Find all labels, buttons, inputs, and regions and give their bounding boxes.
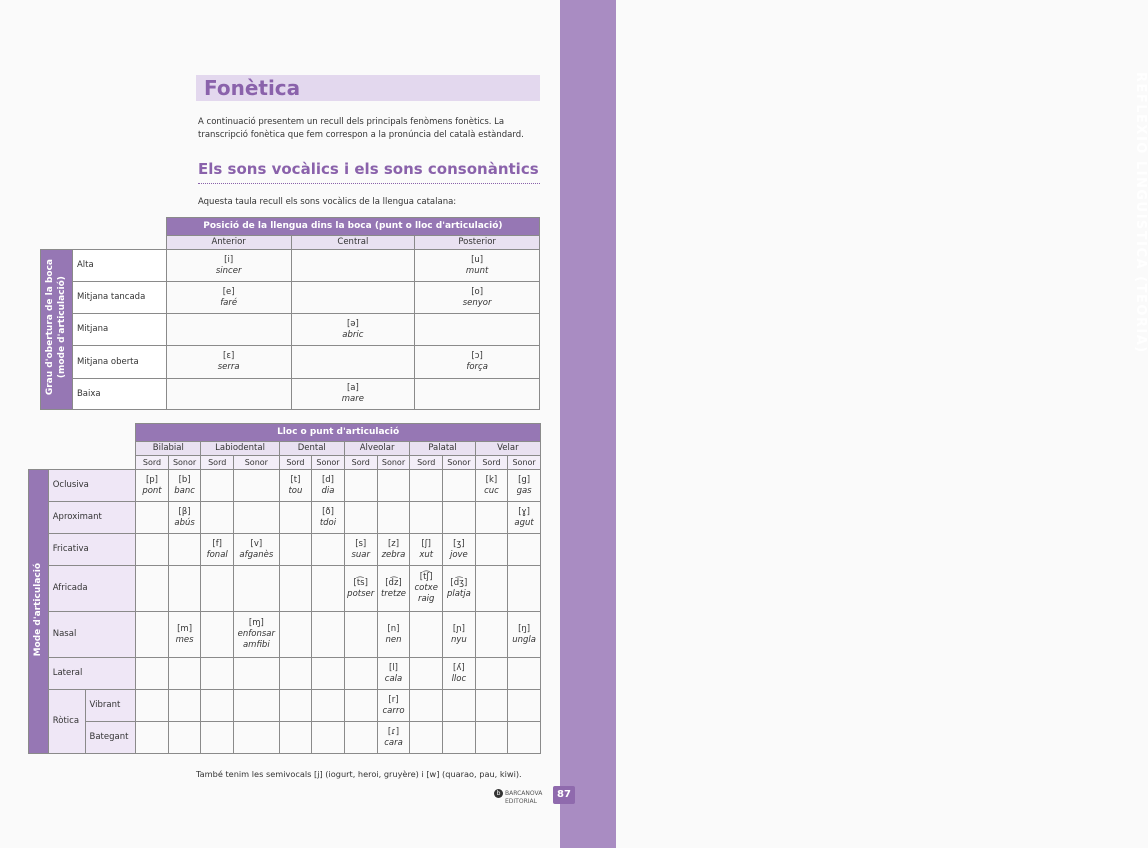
- consonant-cell: [279, 722, 311, 754]
- consonant-cell: [475, 502, 507, 534]
- example-word: cuc: [484, 485, 499, 496]
- consonant-cell: [136, 534, 169, 566]
- example-word: serra: [217, 362, 240, 372]
- example-word: potser: [347, 588, 375, 599]
- phoneme: [ɛ]: [223, 351, 235, 361]
- consonant-cell: [312, 470, 345, 502]
- consonant-row-label: Africada: [48, 566, 136, 612]
- example-word: dia: [321, 485, 335, 496]
- consonant-cell: [377, 566, 410, 612]
- intro-paragraph: A continuació presentem un recull dels principals fenòmens fonètics. La transcripció fonètica que fem correspon a la pronúncia del català estàndard.: [198, 117, 524, 140]
- consonant-cell: [508, 690, 541, 722]
- consonant-cell: [377, 658, 410, 690]
- vowel-row: [41, 314, 540, 346]
- consonant-cell: [344, 566, 377, 612]
- consonant-cell: [410, 722, 443, 754]
- example-word: ungla: [512, 634, 536, 645]
- consonant-cell: [344, 470, 377, 502]
- vowel-cell: [291, 379, 415, 410]
- publisher-logo: [494, 789, 542, 805]
- semivowels-note: També tenim les semivocals [j] (iogurt, heroi, gruyère) i [w] (quarao, pau, kiwi).: [196, 769, 522, 779]
- example-word: sincer: [215, 265, 242, 276]
- voiceless-header: Sord: [279, 456, 311, 470]
- example-word: cala: [384, 673, 403, 684]
- phoneme: [ð]: [322, 506, 334, 517]
- voiceless-header: Sord: [344, 456, 377, 470]
- publisher-subname: EDITORIAL: [505, 798, 537, 805]
- consonant-subrow-label: Bategant: [85, 722, 136, 754]
- consonant-cell: [233, 612, 279, 658]
- consonant-cell: [201, 690, 234, 722]
- page-number: 87: [553, 786, 575, 804]
- vowel-row-label: Alta: [72, 250, 166, 282]
- consonant-cell: [410, 566, 443, 612]
- consonant-row: [29, 612, 541, 658]
- consonant-cell: [279, 658, 311, 690]
- consonant-cell: [312, 722, 345, 754]
- example-word: abús: [174, 517, 195, 528]
- consonant-cell: [443, 722, 476, 754]
- phoneme: [ɱ]: [248, 618, 264, 628]
- phoneme: [d͡ʒ]: [450, 577, 468, 588]
- consonant-cell: [377, 502, 410, 534]
- consonant-row: [29, 470, 541, 502]
- consonant-cell: [344, 690, 377, 722]
- consonant-cell: [443, 612, 476, 658]
- consonant-cell: [233, 566, 279, 612]
- phoneme: [e]: [222, 286, 235, 297]
- vowel-col-header: Anterior: [166, 236, 291, 250]
- consonant-cell: [443, 534, 476, 566]
- example-word: afganès: [239, 549, 274, 560]
- consonant-cell: [344, 658, 377, 690]
- phoneme: [r]: [388, 694, 399, 705]
- phoneme: [ʎ]: [453, 662, 465, 673]
- vowel-cell: [291, 250, 415, 282]
- consonant-cell: [475, 470, 507, 502]
- phoneme: [t͡ʃ]: [419, 572, 433, 582]
- example-word: zebra: [381, 549, 406, 560]
- consonant-table-header: Lloc o punt d'articulació: [136, 424, 541, 442]
- consonant-row: [29, 722, 541, 754]
- consonant-row: [29, 502, 541, 534]
- vowel-row-label: Mitjana tancada: [72, 282, 166, 314]
- example-word: gas: [516, 485, 532, 496]
- consonant-cell: [410, 690, 443, 722]
- consonant-cell: [168, 722, 201, 754]
- place-header: Bilabial: [136, 442, 201, 456]
- publisher-name: BARCANOVA: [505, 790, 543, 797]
- consonant-cell: [475, 566, 507, 612]
- consonant-cell: [475, 722, 507, 754]
- vowel-row: [41, 346, 540, 379]
- vowel-row: [41, 250, 540, 282]
- vowel-cell: [166, 346, 291, 379]
- example-word: cara: [384, 737, 403, 748]
- voiceless-header: Sord: [136, 456, 169, 470]
- example-word: pont: [142, 485, 162, 496]
- consonant-cell: [508, 502, 541, 534]
- example-word: tou: [288, 485, 303, 496]
- phoneme: [z]: [387, 538, 400, 549]
- consonant-row: [29, 534, 541, 566]
- example-word: carro: [382, 705, 405, 716]
- phoneme: [n]: [387, 623, 400, 634]
- phoneme: [t͡s]: [353, 577, 368, 588]
- consonant-cell: [233, 722, 279, 754]
- example-word: faré: [220, 297, 238, 308]
- consonant-cell: [312, 534, 345, 566]
- vowel-cell: [415, 379, 540, 410]
- voiceless-header: Sord: [201, 456, 234, 470]
- consonant-subrow-label: Vibrant: [85, 690, 136, 722]
- vowel-cell: [166, 250, 291, 282]
- voiced-header: Sonor: [168, 456, 201, 470]
- vowel-cell: [166, 379, 291, 410]
- phoneme: [β]: [178, 506, 191, 517]
- consonant-cell: [136, 566, 169, 612]
- vowel-row-label: Mitjana: [72, 314, 166, 346]
- consonant-cell: [279, 502, 311, 534]
- consonant-cell: [443, 470, 476, 502]
- phoneme: [f]: [212, 538, 222, 549]
- consonant-cell: [475, 658, 507, 690]
- phoneme: [ɣ]: [518, 506, 530, 517]
- phoneme: [p]: [145, 474, 158, 485]
- consonant-row: [29, 690, 541, 722]
- consonant-cell: [377, 470, 410, 502]
- consonant-cell: [312, 690, 345, 722]
- phoneme: [u]: [471, 254, 484, 265]
- example-word: nen: [385, 634, 402, 645]
- place-header: Alveolar: [344, 442, 410, 456]
- example-word: jove: [449, 549, 468, 560]
- voiced-header: Sonor: [508, 456, 541, 470]
- consonant-cell: [312, 502, 345, 534]
- vowel-cell: [291, 314, 415, 346]
- place-header: Dental: [279, 442, 344, 456]
- voiced-header: Sonor: [377, 456, 410, 470]
- consonant-row-label: Aproximant: [48, 502, 136, 534]
- phoneme: [ɾ]: [387, 726, 400, 737]
- consonant-cell: [201, 534, 234, 566]
- consonant-row-label: Nasal: [48, 612, 136, 658]
- consonant-cell: [475, 690, 507, 722]
- consonant-cell: [475, 612, 507, 658]
- phoneme: [ə]: [346, 318, 359, 329]
- consonant-cell: [344, 612, 377, 658]
- place-header: Labiodental: [201, 442, 279, 456]
- consonant-cell: [233, 690, 279, 722]
- example-word: agut: [514, 517, 534, 528]
- voiced-header: Sonor: [443, 456, 476, 470]
- consonant-cell: [136, 470, 169, 502]
- phoneme: [v]: [250, 538, 263, 549]
- phoneme: [o]: [471, 286, 484, 297]
- subtitle-divider: [198, 183, 540, 184]
- consonant-cell: [136, 502, 169, 534]
- example-word: suar: [351, 549, 370, 560]
- vowel-side-label: [41, 250, 73, 410]
- phoneme: [g]: [518, 474, 531, 485]
- consonant-cell: [410, 612, 443, 658]
- voiced-header: Sonor: [233, 456, 279, 470]
- place-header: Velar: [475, 442, 540, 456]
- consonant-cell: [201, 470, 234, 502]
- consonant-cell: [168, 690, 201, 722]
- example-word: fonal: [206, 549, 228, 560]
- page-title: Fonètica: [204, 76, 301, 100]
- consonant-cell: [443, 566, 476, 612]
- consonant-cell: [475, 534, 507, 566]
- voiceless-header: Sord: [475, 456, 507, 470]
- consonant-cell: [279, 534, 311, 566]
- section-tab-label: REFLEXIÓ LINGÜÍSTICA (TEORIA): [1133, 72, 1148, 354]
- vowel-cell: [415, 314, 540, 346]
- example-word: munt: [465, 265, 489, 276]
- example-word: força: [466, 362, 488, 372]
- title-bar: [196, 75, 540, 101]
- consonant-cell: [136, 658, 169, 690]
- consonant-row-label: Fricativa: [48, 534, 136, 566]
- example-word: xut: [419, 549, 434, 560]
- phoneme: [k]: [485, 474, 498, 485]
- consonant-cell: [508, 566, 541, 612]
- consonant-cell: [508, 658, 541, 690]
- consonant-cell: [279, 690, 311, 722]
- vowel-col-header: Central: [291, 236, 415, 250]
- consonant-table: [28, 423, 541, 754]
- consonant-cell: [201, 502, 234, 534]
- phoneme: [d͡z]: [385, 577, 402, 588]
- consonant-cell: [201, 566, 234, 612]
- vowel-table-note: Aquesta taula recull els sons vocàlics de la llengua catalana:: [198, 197, 457, 207]
- vowel-row: [41, 282, 540, 314]
- consonant-cell: [410, 470, 443, 502]
- vowel-cell: [415, 282, 540, 314]
- consonant-cell: [344, 534, 377, 566]
- consonant-cell: [312, 566, 345, 612]
- example-word: abric: [342, 329, 364, 340]
- phoneme: [i]: [224, 254, 234, 265]
- consonant-cell: [168, 612, 201, 658]
- consonant-cell: [508, 534, 541, 566]
- consonant-row-label: Oclusiva: [48, 470, 136, 502]
- example-word: mare: [341, 394, 364, 404]
- phoneme: [ʃ]: [421, 538, 431, 549]
- vowel-cell: [291, 346, 415, 379]
- consonant-cell: [136, 612, 169, 658]
- consonant-side-label: [29, 470, 49, 754]
- phoneme: [ɲ]: [452, 623, 465, 634]
- consonant-cell: [443, 690, 476, 722]
- consonant-cell: [377, 534, 410, 566]
- consonant-cell: [508, 722, 541, 754]
- consonant-cell: [508, 470, 541, 502]
- vowel-cell: [166, 314, 291, 346]
- consonant-cell: [377, 690, 410, 722]
- example-word: mes: [175, 634, 194, 645]
- place-header: Palatal: [410, 442, 475, 456]
- example-word: banc: [174, 485, 195, 496]
- phoneme: [m]: [177, 623, 193, 634]
- consonant-cell: [410, 534, 443, 566]
- example-word: enfonsar amfibi: [237, 629, 275, 650]
- example-word: nyu: [450, 634, 467, 645]
- voiceless-header: Sord: [410, 456, 443, 470]
- phoneme: [a]: [346, 383, 359, 393]
- vowel-table: [40, 217, 540, 410]
- consonant-cell: [168, 502, 201, 534]
- consonant-cell: [443, 658, 476, 690]
- consonant-row: [29, 566, 541, 612]
- phoneme: [ɔ]: [471, 351, 483, 361]
- phoneme: [s]: [355, 538, 367, 549]
- vowel-col-header: Posterior: [415, 236, 540, 250]
- phoneme: [d]: [321, 474, 334, 485]
- vowel-row-label: Mitjana oberta: [72, 346, 166, 379]
- consonant-cell: [344, 722, 377, 754]
- consonant-side-label-text: Mode d'articulació: [33, 562, 44, 657]
- example-word: tretze: [380, 588, 407, 599]
- consonant-cell: [233, 658, 279, 690]
- vowel-side-label-line1: Grau d'obertura de la boca: [45, 259, 56, 396]
- publisher-mark-icon: b: [494, 789, 503, 798]
- consonant-cell: [312, 658, 345, 690]
- example-word: senyor: [462, 297, 492, 308]
- consonant-cell: [136, 690, 169, 722]
- consonant-cell: [377, 612, 410, 658]
- consonant-cell: [279, 566, 311, 612]
- consonant-cell: [136, 722, 169, 754]
- consonant-cell: [233, 470, 279, 502]
- vowel-table-header: Posició de la llengua dins la boca (punt o lloc d'articulació): [166, 218, 539, 236]
- consonant-cell: [201, 612, 234, 658]
- consonant-cell: [443, 502, 476, 534]
- phoneme: [ʒ]: [453, 538, 465, 549]
- consonant-cell: [410, 658, 443, 690]
- vowel-side-label-line2: (mode d'articulació): [57, 276, 68, 379]
- consonant-cell: [279, 612, 311, 658]
- consonant-cell: [168, 534, 201, 566]
- vowel-row-label: Baixa: [72, 379, 166, 410]
- example-word: lloc: [451, 673, 467, 684]
- consonant-cell: [168, 470, 201, 502]
- consonant-row-label: Lateral: [48, 658, 136, 690]
- vowel-cell: [166, 282, 291, 314]
- consonant-cell: [344, 502, 377, 534]
- consonant-cell: [410, 502, 443, 534]
- phoneme: [ŋ]: [518, 623, 531, 634]
- rotica-label: Ròtica: [48, 690, 85, 754]
- consonant-cell: [233, 502, 279, 534]
- consonant-cell: [312, 612, 345, 658]
- vowel-cell: [415, 346, 540, 379]
- example-word: platja: [446, 588, 471, 599]
- consonant-cell: [233, 534, 279, 566]
- consonant-cell: [279, 470, 311, 502]
- section-subtitle: Els sons vocàlics i els sons consonàntics: [198, 160, 539, 178]
- phoneme: [l]: [388, 662, 398, 673]
- example-word: tdoi: [319, 517, 337, 528]
- consonant-cell: [508, 612, 541, 658]
- phoneme: [b]: [178, 474, 191, 485]
- consonant-cell: [201, 658, 234, 690]
- voiced-header: Sonor: [312, 456, 345, 470]
- vowel-row: [41, 379, 540, 410]
- consonant-cell: [377, 722, 410, 754]
- consonant-cell: [168, 658, 201, 690]
- example-word: cotxe raig: [414, 583, 438, 604]
- vowel-cell: [415, 250, 540, 282]
- consonant-cell: [201, 722, 234, 754]
- phoneme: [t]: [290, 474, 301, 485]
- consonant-cell: [168, 566, 201, 612]
- vowel-cell: [291, 282, 415, 314]
- consonant-row: [29, 658, 541, 690]
